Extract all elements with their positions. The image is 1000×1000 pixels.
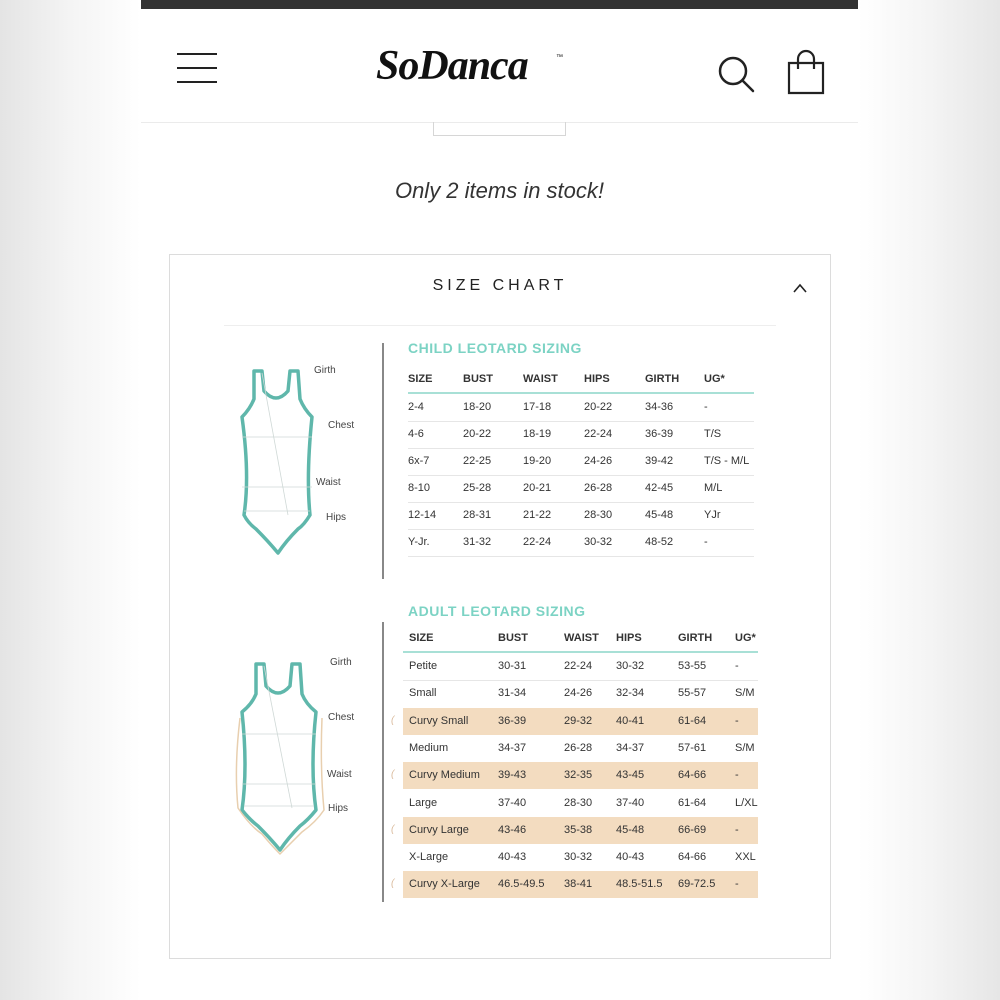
table-cell: XXL (735, 851, 756, 864)
table-cell: 20-21 (523, 482, 552, 494)
table-cell: 40-41 (616, 714, 645, 727)
table-cell: - (735, 769, 739, 782)
figure-label-chest: Chest (328, 712, 355, 723)
table-cell: 21-22 (523, 509, 552, 521)
table-row (408, 502, 754, 529)
table-row (408, 394, 754, 421)
table-cell: 37-40 (616, 796, 645, 809)
stock-message: Only 2 items in stock! (394, 178, 605, 203)
table-cell: M/L (704, 482, 723, 494)
figure-label-hips: Hips (326, 512, 347, 523)
child-leotard-figure (232, 365, 322, 560)
table-cell: 34-36 (645, 401, 674, 413)
table-cell: 38-41 (564, 878, 593, 891)
table-cell: 20-22 (463, 428, 492, 440)
figure-label-hips: Hips (328, 803, 349, 814)
table-cell: 25-28 (463, 482, 492, 494)
table-cell: Small (409, 687, 437, 700)
table-cell: 42-45 (645, 482, 674, 494)
figure-label-waist: Waist (316, 477, 341, 488)
table-cell: 30-31 (498, 660, 527, 672)
table-cell: 28-30 (584, 509, 613, 521)
table-row (403, 871, 758, 898)
quantity-selector-bottom-edge[interactable] (433, 122, 566, 136)
table-row (403, 735, 758, 762)
table-cell: 19-20 (523, 455, 552, 467)
adult-column-header: GIRTH (678, 632, 713, 644)
table-cell: S/M (735, 741, 755, 754)
table-cell: YJr (704, 509, 721, 521)
adult-leotard-figure (232, 658, 332, 858)
table-cell: 64-66 (678, 851, 707, 864)
table-cell: 32-34 (616, 687, 645, 700)
table-cell: 22-24 (584, 428, 613, 440)
table-cell: 48-52 (645, 536, 674, 548)
top-bar (141, 0, 858, 9)
table-cell: 34-37 (616, 741, 645, 754)
table-row (403, 762, 758, 789)
table-cell: 45-48 (616, 823, 645, 836)
adult-section-rule (382, 622, 384, 902)
table-cell: 4-6 (408, 428, 424, 440)
table-cell: 46.5-49.5 (498, 878, 545, 891)
table-row (403, 844, 758, 871)
figure-label-chest: Chest (328, 420, 355, 431)
size-chart-panel (169, 254, 831, 959)
table-cell: 29-32 (564, 714, 593, 727)
child-header-row (408, 366, 768, 393)
curvy-fit-mark: ( (391, 714, 395, 726)
table-cell: 22-25 (463, 455, 492, 467)
curvy-fit-mark: ( (391, 878, 395, 890)
table-cell: - (735, 660, 739, 672)
table-row (403, 790, 758, 817)
table-cell: 61-64 (678, 714, 707, 727)
table-cell: 36-39 (498, 714, 527, 727)
table-cell: Curvy Large (409, 823, 469, 836)
figure-label-girth: Girth (330, 657, 352, 668)
curvy-fit-mark: ( (391, 823, 395, 835)
table-cell: 28-30 (564, 796, 593, 809)
adult-header-row (403, 625, 763, 652)
site-header (141, 9, 858, 123)
table-cell: 18-20 (463, 401, 492, 413)
child-column-header: SIZE (408, 373, 433, 385)
table-row (408, 421, 754, 448)
table-cell: Large (409, 796, 438, 809)
table-cell: 6x-7 (408, 455, 430, 467)
table-cell: 35-38 (564, 823, 593, 836)
child-column-header: GIRTH (645, 373, 680, 385)
table-cell: 61-64 (678, 796, 707, 809)
logo-trademark: ™ (556, 54, 563, 61)
table-cell: Curvy X-Large (409, 878, 480, 891)
table-cell: 57-61 (678, 741, 707, 754)
table-cell: 40-43 (498, 851, 527, 864)
table-cell: T/S - M/L (704, 455, 750, 467)
table-cell: 18-19 (523, 428, 552, 440)
row-divider (408, 556, 754, 557)
table-cell: 66-69 (678, 823, 707, 836)
adult-column-header: SIZE (409, 632, 434, 644)
table-row (403, 680, 758, 707)
table-cell: - (735, 823, 739, 836)
table-row (408, 475, 754, 502)
adult-column-header: HIPS (616, 632, 642, 644)
table-cell: 69-72.5 (678, 878, 716, 891)
table-cell: 45-48 (645, 509, 674, 521)
child-sizing-title: CHILD LEOTARD SIZING (408, 340, 582, 356)
table-cell: T/S (704, 428, 722, 440)
figure-label-girth: Girth (314, 365, 336, 376)
table-cell: 53-55 (678, 660, 707, 672)
table-cell: 28-31 (463, 509, 492, 521)
table-row (408, 529, 754, 556)
table-cell: Medium (409, 741, 449, 754)
table-cell: 32-35 (564, 769, 593, 782)
table-cell: S/M (735, 687, 755, 700)
table-cell: 31-32 (463, 536, 492, 548)
shopping-bag-icon[interactable] (787, 49, 825, 95)
table-cell: 39-43 (498, 769, 527, 782)
chevron-up-icon[interactable] (792, 281, 808, 295)
table-cell: 22-24 (523, 536, 552, 548)
divider (224, 325, 776, 326)
table-cell: - (704, 536, 708, 548)
table-cell: X-Large (409, 851, 449, 864)
page (141, 0, 858, 1000)
search-icon[interactable] (716, 54, 756, 94)
table-row (403, 653, 758, 680)
size-chart-toggle[interactable]: SIZE CHART (432, 277, 568, 294)
table-cell: 48.5-51.5 (616, 878, 663, 891)
table-cell: 39-42 (645, 455, 674, 467)
table-cell: 17-18 (523, 401, 552, 413)
table-cell: 24-26 (584, 455, 613, 467)
table-cell: 30-32 (584, 536, 613, 548)
table-cell: 26-28 (584, 482, 613, 494)
table-cell: 31-34 (498, 687, 527, 700)
child-section-rule (382, 343, 384, 579)
child-size-table (408, 366, 768, 566)
table-cell: 34-37 (498, 741, 527, 754)
table-cell: 37-40 (498, 796, 527, 809)
table-cell: Curvy Medium (409, 769, 480, 782)
adult-column-header: BUST (498, 632, 528, 644)
table-cell: 30-32 (616, 660, 645, 672)
figure-label-waist: Waist (327, 769, 352, 780)
table-cell: - (735, 714, 739, 727)
hamburger-menu-icon[interactable] (177, 53, 217, 83)
sodanca-logo[interactable] (371, 37, 571, 101)
child-column-header: BUST (463, 373, 493, 385)
child-column-header: UG* (704, 373, 725, 385)
table-cell: 55-57 (678, 687, 707, 700)
table-cell: 26-28 (564, 741, 593, 754)
table-cell: 64-66 (678, 769, 707, 782)
child-column-header: HIPS (584, 373, 610, 385)
table-cell: 36-39 (645, 428, 674, 440)
table-cell: 43-45 (616, 769, 645, 782)
adult-size-table (391, 625, 763, 900)
table-cell: - (704, 401, 708, 413)
table-cell: Y-Jr. (408, 536, 430, 548)
curvy-fit-mark: ( (391, 769, 395, 781)
table-cell: 2-4 (408, 401, 424, 413)
table-cell: - (735, 878, 739, 891)
child-column-header: WAIST (523, 373, 558, 385)
table-cell: L/XL (735, 796, 758, 809)
table-cell: 8-10 (408, 482, 431, 494)
table-cell: 12-14 (408, 509, 437, 521)
table-row (403, 817, 758, 844)
table-cell: 22-24 (564, 660, 593, 672)
table-row (408, 448, 754, 475)
logo-text: SoDanca (376, 43, 528, 89)
adult-column-header: UG* (735, 632, 756, 644)
table-cell: 40-43 (616, 851, 645, 864)
table-cell: 43-46 (498, 823, 527, 836)
table-cell: Curvy Small (409, 714, 469, 727)
table-cell: 20-22 (584, 401, 613, 413)
table-cell: 30-32 (564, 851, 593, 864)
adult-sizing-title: ADULT LEOTARD SIZING (408, 603, 586, 619)
table-cell: Petite (409, 660, 438, 672)
table-row (403, 708, 758, 735)
adult-column-header: WAIST (564, 632, 599, 644)
table-cell: 24-26 (564, 687, 593, 700)
